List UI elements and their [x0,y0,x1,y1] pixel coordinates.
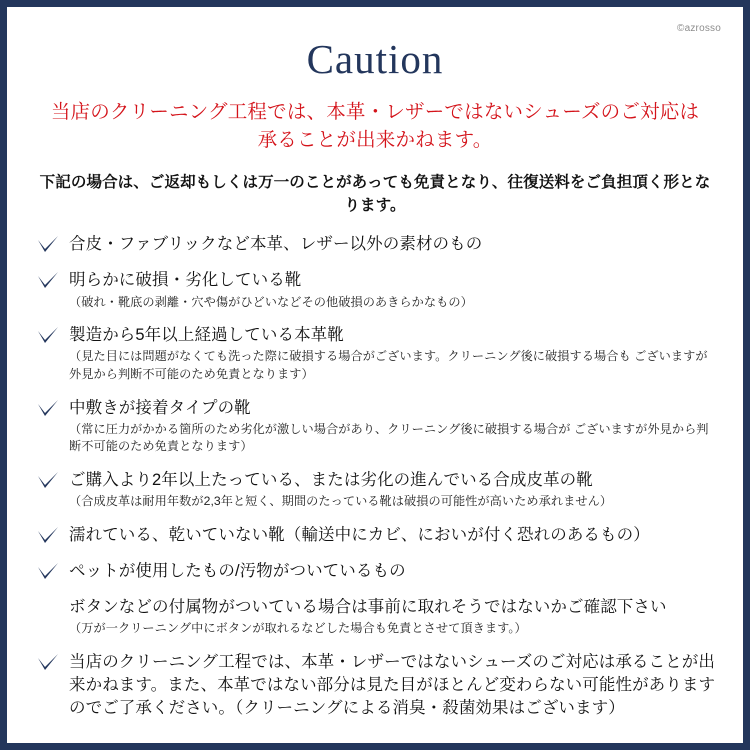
list-item [33,524,719,547]
check-icon [37,526,59,544]
list-item [33,324,719,383]
check-icon [37,399,59,417]
list-item [33,596,719,638]
check-icon [37,471,59,489]
check-icon [37,562,59,580]
page-title: Caution [306,36,444,82]
check-icon [37,271,59,289]
list-item [33,397,719,456]
page-content [7,7,743,743]
item-sub-text: （破れ・靴底の剥離・穴や傷がひどいなどその他破損のあきらかなもの） [69,294,473,309]
item-main-text: 明らかに破損・劣化している靴 [69,271,302,290]
list-item [33,469,719,511]
item-main-text: 合皮・ファブリックなど本革、レザー以外の素材のもの [69,235,483,254]
item-main-text: 濡れている、乾いていない靴（輸送中にカビ、においが付く恐れのあるもの） [69,525,650,544]
list-item [33,560,719,583]
list-item [33,233,719,256]
item-main-text: ご購入より2年以上たっている、または劣化の進んでいる合成皮革の靴 [69,471,593,490]
list-item [33,651,719,720]
subheading: 下記の場合は、ご返却もしくは万一のことがあっても免責となり、往復送料をご負担頂く形となります。 [39,174,711,214]
check-icon [37,235,59,253]
check-icon [37,326,59,344]
item-sub-text: （見た目には問題がなくても洗った際に破損する場合がございます。クリーニング後に破損する場合も ございますが外見から判断不可能のため免責となります） [69,349,708,381]
item-main-text: 当店のクリーニング工程では、本革・レザーではないシューズのご対応は承ることが出来かねます。また、本革ではない部分は見た目がほとんど変わらない可能性がありますのでご了承ください。（クリーニングによる消臭・殺菌効果はございます） [69,652,716,718]
lead-warning: 当店のクリーニング工程では、本革・レザーではないシューズのご対応は承ることが出来かねます。 [50,101,700,151]
brand-credit: ©azrosso [677,23,721,34]
item-sub-text: （常に圧力がかかる箇所のため劣化が激しい場合があり、クリーニング後に破損する場合が ございますが外見から判断不可能のため免責となります） [69,421,709,454]
item-sub-text: （合成皮革は耐用年数が2,3年と短く、期間のたっている靴は破損の可能性が高いため承れません） [69,494,613,509]
item-main-text: 中敷きが接着タイプの靴 [69,398,251,417]
item-sub-text: （万が一クリーニング中にボタンが取れるなどした場合も免責とさせて頂きます。） [69,621,527,636]
caution-list [25,233,725,720]
item-main-text: 製造から5年以上経過している本革靴 [69,326,344,345]
check-icon [37,653,59,671]
list-item [33,269,719,311]
item-main-text: ボタンなどの付属物がついている場合は事前に取れそうではないかご確認下さい [69,598,667,617]
item-main-text: ペットが使用したもの/汚物がついているもの [69,562,406,580]
